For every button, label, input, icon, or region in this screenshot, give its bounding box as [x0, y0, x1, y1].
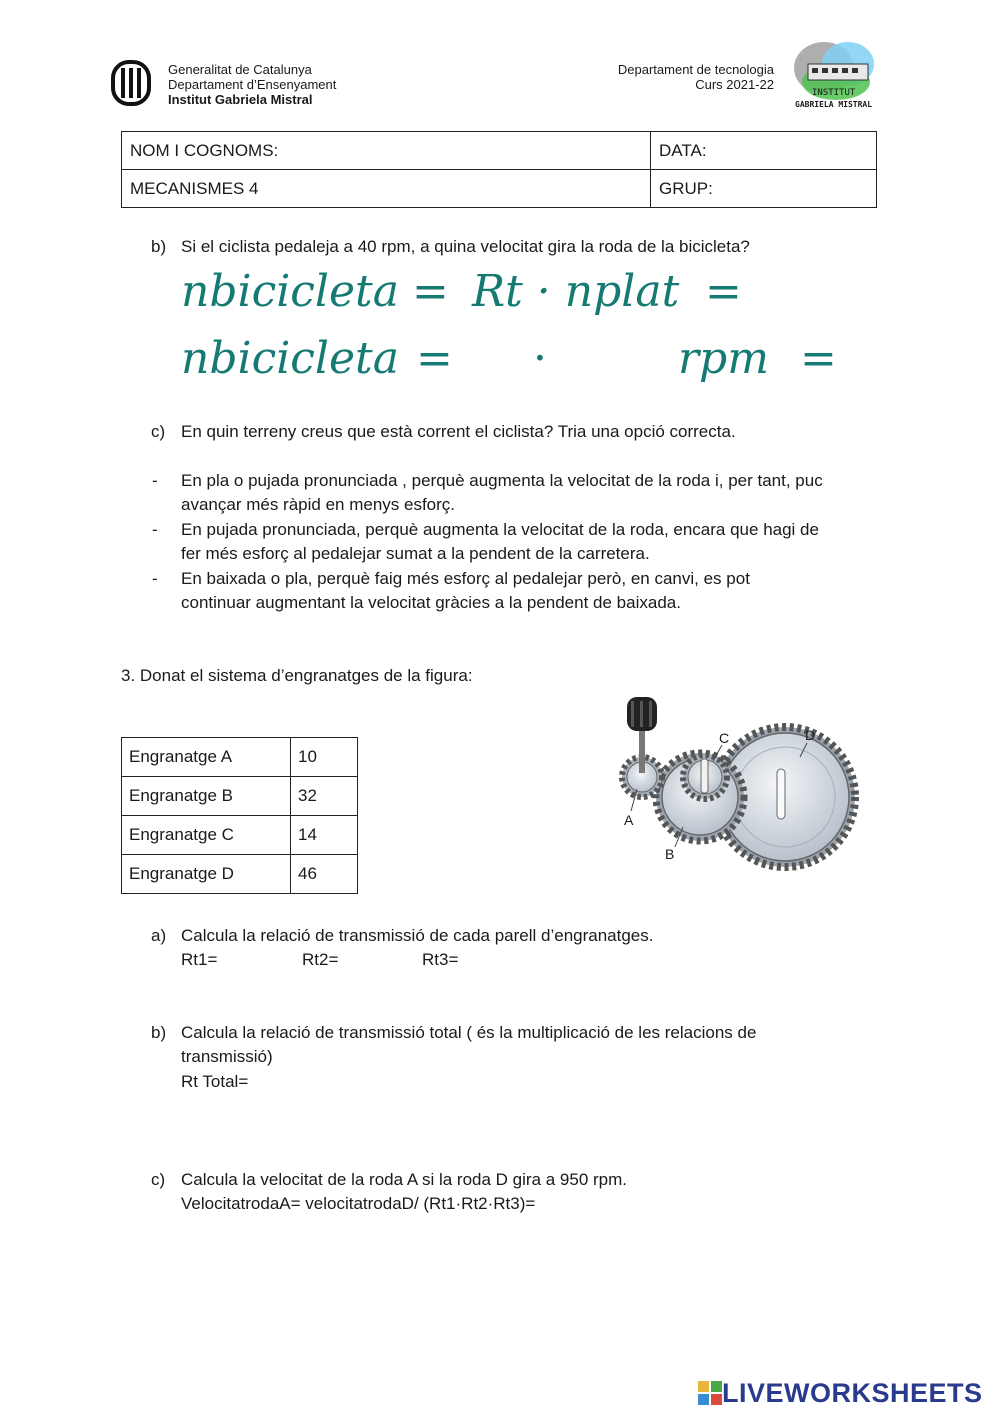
gear-teeth: 32 [291, 777, 358, 816]
option-3-dash: - [152, 569, 158, 588]
group-field[interactable]: GRUP: [651, 170, 877, 208]
table-row [122, 855, 358, 894]
rt1-answer[interactable] [224, 948, 294, 972]
department: Departament de tecnologia [617, 62, 774, 77]
subject-cell: MECANISMES 4 [122, 170, 651, 208]
equation-2-equals2: = [800, 333, 837, 384]
equation-2-unit: rpm [678, 333, 769, 384]
generalitat-logo [111, 60, 151, 106]
course: Curs 2021-22 [695, 77, 774, 92]
equation-1-lhs: nbicicleta [181, 266, 399, 317]
table-row [122, 777, 358, 816]
rt-total-label: Rt Total= [181, 1072, 249, 1091]
org-line2: Departament d’Ensenyament [168, 77, 337, 92]
gear-name: Engranatge B [122, 777, 291, 816]
q3c-label: c) [151, 1170, 166, 1189]
equation-2-equals: = [416, 333, 453, 384]
table-row [122, 738, 358, 777]
option-1-line2[interactable]: avançar més ràpid en menys esforç. [181, 495, 456, 514]
student-info-table [121, 131, 877, 208]
liveworksheets-brand[interactable]: LIVEWORKSHEETS [722, 1378, 983, 1408]
school-logo-text2: GABRIELA MISTRAL [795, 100, 873, 109]
option-2-line2[interactable]: fer més esforç al pedalejar sumat a la pendent de la carretera. [181, 544, 650, 563]
q-b-text: Si el ciclista pedaleja a 40 rpm, a quina velocitat gira la roda de la bicicleta? [181, 237, 750, 256]
org-line1: Generalitat de Catalunya [168, 62, 312, 77]
q3b-label: b) [151, 1023, 167, 1042]
equation-2-lhs: nbicicleta [181, 333, 399, 384]
name-field[interactable]: NOM I COGNOMS: [122, 132, 651, 170]
gear-name: Engranatge C [122, 816, 291, 855]
gear-teeth: 14 [291, 816, 358, 855]
q-c-label: c) [151, 422, 166, 441]
velocity-answer[interactable] [570, 1192, 680, 1216]
liveworksheets-icon [698, 1381, 722, 1405]
gear-name: Engranatge D [122, 855, 291, 894]
gear-name: Engranatge A [122, 738, 291, 777]
figure-label-b: B [665, 846, 675, 862]
q-b-label: b) [151, 237, 167, 256]
option-3-line2[interactable]: continuar augmentant la velocitat gràcies a la pendent de baixada. [181, 593, 681, 612]
rt3-answer[interactable] [466, 948, 536, 972]
q3c-line2: VelocitatrodaA= velocitatrodaD/ (Rt1·Rt2·Rt3)= [181, 1194, 536, 1213]
option-2-line1[interactable]: En pujada pronunciada, perquè augmenta la velocitat de la roda, encara que hagi de [181, 520, 819, 539]
equation-2-blank1[interactable] [462, 340, 526, 384]
q3a-text: Calcula la relació de transmissió de cada parell d’engranatges. [181, 926, 654, 945]
equation-2-dot: · [533, 333, 547, 384]
q3b-line2: transmissió) [181, 1047, 273, 1066]
gear-c [683, 755, 727, 799]
figure-label-a: A [624, 812, 634, 828]
rt3-label: Rt3= [422, 950, 459, 969]
q3c-line1: Calcula la velocitat de la roda A si la roda D gira a 950 rpm. [181, 1170, 628, 1189]
rt2-label: Rt2= [302, 950, 339, 969]
figure-label-d: D [805, 727, 816, 743]
q-c-text: En quin terreny creus que està corrent el ciclista? Tria una opció correcta. [181, 422, 736, 441]
gear-teeth: 46 [291, 855, 358, 894]
gear-teeth: 10 [291, 738, 358, 777]
q3a-label: a) [151, 926, 167, 945]
gear-system-figure [595, 685, 880, 890]
rt2-answer[interactable] [346, 948, 416, 972]
q3b-line1: Calcula la relació de transmissió total ( és la multiplicació de les relacions de [181, 1023, 757, 1042]
equation-1-rhs: Rt · nplat [472, 266, 680, 317]
gear-teeth-table [121, 737, 358, 894]
option-3-line1[interactable]: En baixada o pla, perquè faig més esforç al pedalejar però, en canvi, es pot [181, 569, 750, 588]
org-line3: Institut Gabriela Mistral [168, 92, 313, 107]
table-row [122, 816, 358, 855]
school-logo-text1: INSTITUT [812, 88, 856, 98]
option-1-dash: - [152, 471, 158, 490]
option-2-dash: - [152, 520, 158, 539]
rt1-label: Rt1= [181, 950, 218, 969]
option-1-line1[interactable]: En pla o pujada pronunciada , perquè augmenta la velocitat de la roda i, per tant, puc [181, 471, 823, 490]
equation-1-equals: = [412, 266, 449, 317]
section-3-title: 3. Donat el sistema d’engranatges de la figura: [121, 666, 473, 685]
date-field[interactable]: DATA: [651, 132, 877, 170]
gear-a [622, 697, 662, 797]
equation-1-equals2: = [705, 266, 742, 317]
figure-label-c: C [719, 730, 730, 746]
rt-total-answer[interactable] [258, 1070, 358, 1094]
equation-2-blank2[interactable] [560, 340, 670, 384]
